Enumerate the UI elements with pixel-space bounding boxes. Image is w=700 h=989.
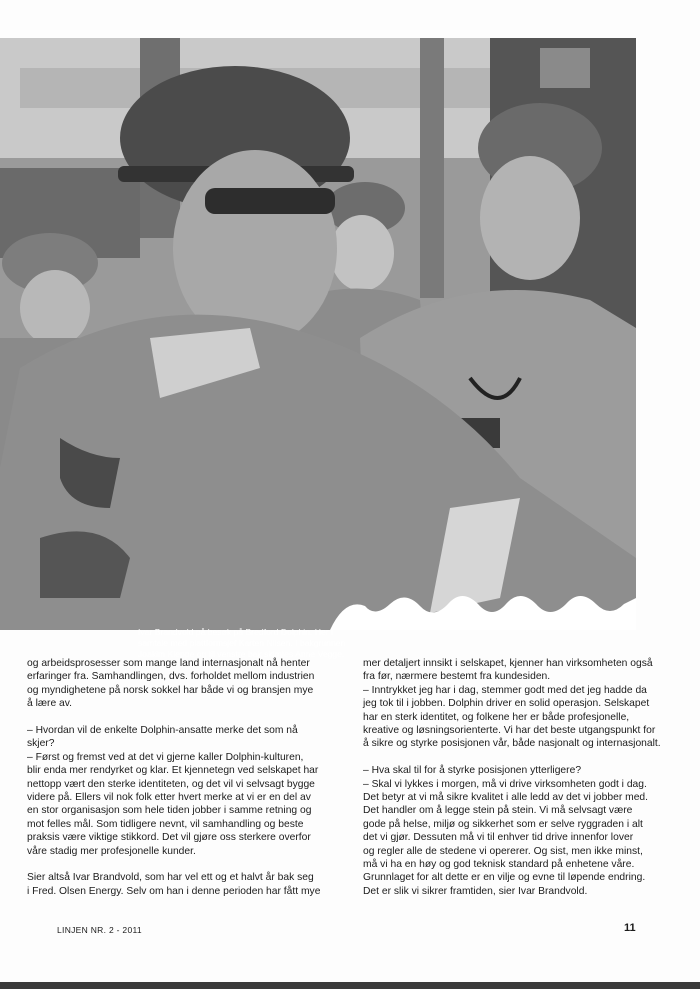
text-line: nettopp vært den sterke identiteten, og det vil vi selvsagt bygge bbox=[27, 778, 315, 790]
text-line: – Hva skal til for å styrke posisjonen ytterligere? bbox=[363, 765, 582, 777]
text-line: fra før, nærmere bestemt fra kundesiden. bbox=[363, 671, 551, 683]
scan-edge bbox=[0, 982, 700, 989]
text-line: en stor organisasjon som hele tiden jobber i samme retning og bbox=[27, 805, 312, 817]
text-line: videre på. Ellers vil nok folk etter hvert merke at vi er en del av bbox=[27, 792, 311, 804]
text-line: og regler alle de stedene vi opererer. Og sist, men ikke minst, bbox=[363, 845, 643, 857]
text-line: våre stadig mer profesjonelle kunder. bbox=[27, 845, 196, 857]
text-line: – Inntrykket jeg har i dag, stemmer godt med det jeg hadde da bbox=[363, 684, 647, 696]
page-number: 11 bbox=[624, 922, 636, 934]
text-line: det vi gjør. Dessuten må vi til enhver tid drive innenfor lover bbox=[363, 832, 634, 844]
text-line: mot felles mål. Som tidligere nevnt, vil samhandling og beste bbox=[27, 818, 304, 830]
footer-issue: LINJEN NR. 2 - 2011 bbox=[57, 925, 142, 935]
text-line: og myndighetene på norsk sokkel har både vi og bransjen mye bbox=[27, 684, 314, 696]
paragraph bbox=[27, 871, 321, 898]
caption-line: samtale med plattformsjef Karten Nilsen. I bakgrunnen bbox=[138, 638, 346, 648]
text-line: – Hvordan vil de enkelte Dolphin-ansatte merke det som nå bbox=[27, 725, 298, 737]
text-line: å sikre og styrke posisjonen vår, både nasjonalt og internasjonalt. bbox=[363, 738, 661, 750]
text-line: gode på helse, miljø og sikkerhet som er selve ryggraden i alt bbox=[363, 818, 643, 830]
paragraph bbox=[363, 657, 661, 751]
text-line: å lære av. bbox=[27, 698, 73, 710]
text-line: mer detaljert innsikt i selskapet, kjenner han virksomheten også bbox=[363, 658, 653, 669]
text-line: har en sterk identitet, og folkene her er både profesjonelle, bbox=[363, 711, 630, 723]
text-line: i Fred. Olsen Energy. Selv om han i denne perioden har fått mye bbox=[27, 885, 321, 897]
text-line: Det handler om å legge stein på stein. Vi må selvsagt være bbox=[363, 805, 633, 817]
caption-line: Joakim Kleppe og til venstre bak skimtes Anne Vegge. bbox=[138, 649, 345, 659]
text-line: skjer? bbox=[27, 738, 55, 750]
text-line: Det betyr at vi må sikre kvalitet i alle ledd av det vi jobber med. bbox=[363, 792, 649, 804]
text-line: og arbeidsprosesser som mange land internasjonalt nå henter bbox=[27, 658, 310, 669]
text-line: Sier altså Ivar Brandvold, som har vel ett og et halvt år bak seg bbox=[27, 872, 314, 884]
text-line: blir enda mer rendyrket og klar. Et kjennetegn ved selskapet har bbox=[27, 765, 319, 777]
paragraph bbox=[27, 724, 319, 858]
photo-caption bbox=[138, 627, 378, 660]
text-line: kreative og løsningsorienterte. Vi har det beste utgangspunkt for bbox=[363, 725, 656, 737]
text-line: Grunnlaget for alt dette er en vilje og evne til løpende endring. bbox=[363, 872, 646, 884]
text-line: må vi ha en høy og god teknisk standard på enhetene våre. bbox=[363, 859, 635, 871]
text-line: praksis være viktige stikkord. Det vil gjøre oss sterkere overfor bbox=[27, 832, 311, 844]
paragraph bbox=[27, 657, 315, 711]
paragraph bbox=[363, 764, 649, 898]
text-line: – Skal vi lykkes i morgen, må vi drive virksomheten godt i dag. bbox=[363, 778, 647, 790]
caption-line: Ivar Brandvold på besøk på Bredford Dolphin. Her i bbox=[138, 627, 333, 637]
article-column-right bbox=[363, 657, 661, 912]
text-line: Det er slik vi sikrer framtiden, sier Ivar Brandvold. bbox=[363, 885, 588, 897]
text-line: erfaringer fra. Samhandlingen, dvs. forholdet mellom industrien bbox=[27, 671, 315, 683]
text-line: – Først og fremst ved at det vi gjerne kaller Dolphin-kulturen, bbox=[27, 751, 304, 763]
article-photo bbox=[0, 38, 636, 659]
text-line: jeg tok til i jobben. Dolphin driver en solid operasjon. Selskapet bbox=[363, 698, 650, 710]
article-column-left bbox=[27, 657, 321, 912]
